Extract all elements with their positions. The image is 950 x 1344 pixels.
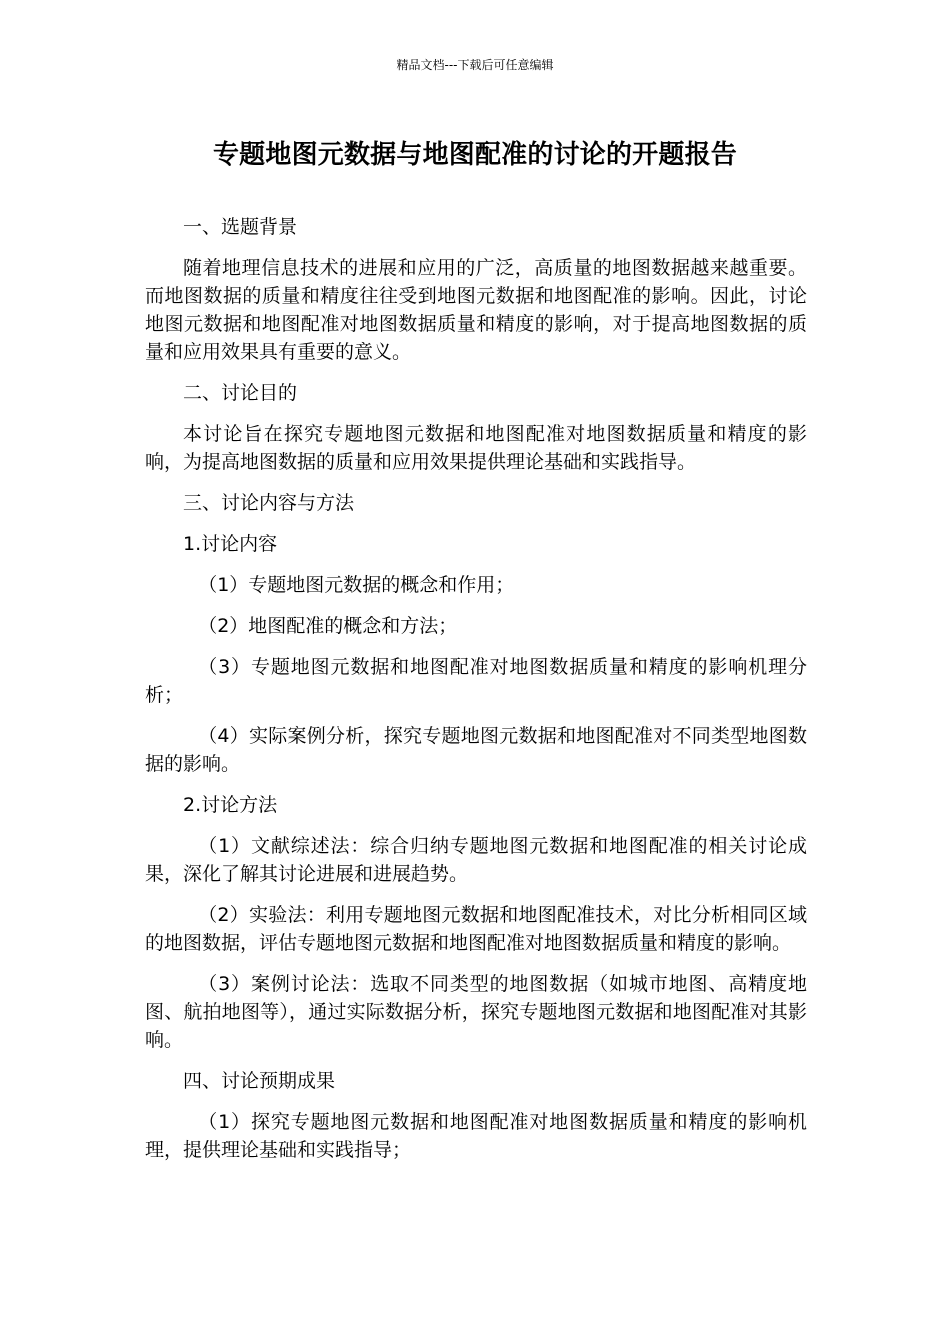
list-item-method-3: （3）案例讨论法：选取不同类型的地图数据（如城市地图、高精度地图、航拍地图等），通过实际数据分析，探究专题地图元数据和地图配准对其影响。 xyxy=(145,973,807,1051)
list-item-method-2: （2）实验法：利用专题地图元数据和地图配准技术，对比分析相同区域的地图数据，评估专题地图元数据和地图配准对地图数据质量和精度的影响。 xyxy=(145,904,807,954)
list-item-content-2: （2）地图配准的概念和方法； xyxy=(198,615,458,637)
paragraph-purpose: 本讨论旨在探究专题地图元数据和地图配准对地图数据质量和精度的影响，为提高地图数据的质量和应用效果提供理论基础和实践指导。 xyxy=(145,423,807,473)
section-heading-background: 一、选题背景 xyxy=(183,216,298,238)
document-title: 专题地图元数据与地图配准的讨论的开题报告 xyxy=(212,140,737,170)
section-heading-content-method: 三、讨论内容与方法 xyxy=(183,492,355,514)
section-heading-outcomes: 四、讨论预期成果 xyxy=(183,1070,336,1092)
subheading-method: 2.讨论方法 xyxy=(183,794,278,816)
document-body xyxy=(145,213,807,1177)
list-item-outcome-1: （1）探究专题地图元数据和地图配准对地图数据质量和精度的影响机理，提供理论基础和实践指导； xyxy=(145,1111,807,1161)
list-item-method-1: （1）文献综述法：综合归纳专题地图元数据和地图配准的相关讨论成果，深化了解其讨论进展和进展趋势。 xyxy=(145,835,807,885)
list-item-content-1: （1）专题地图元数据的概念和作用； xyxy=(198,574,515,596)
subheading-content: 1.讨论内容 xyxy=(183,533,278,555)
list-item-content-4: （4）实际案例分析，探究专题地图元数据和地图配准对不同类型地图数据的影响。 xyxy=(145,725,807,775)
paragraph-background: 随着地理信息技术的进展和应用的广泛，高质量的地图数据越来越重要。而地图数据的质量和精度往往受到地图元数据和地图配准的影响。因此，讨论地图元数据和地图配准对地图数据质量和精度的影响，对于提高地图数据的质量和应用效果具有重要的意义。 xyxy=(145,257,807,363)
section-heading-purpose: 二、讨论目的 xyxy=(183,382,298,404)
list-item-content-3: （3）专题地图元数据和地图配准对地图数据质量和精度的影响机理分析； xyxy=(145,656,807,706)
page-header: 精品文档---下载后可任意编辑 xyxy=(396,58,554,72)
